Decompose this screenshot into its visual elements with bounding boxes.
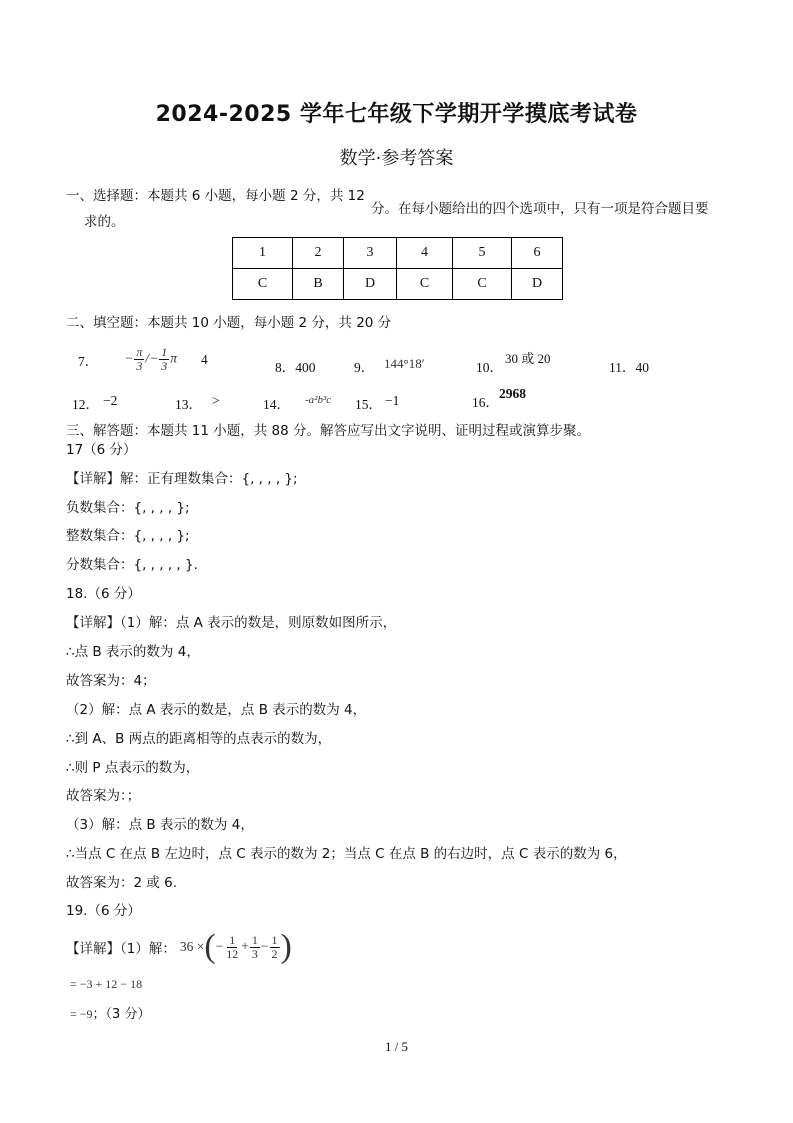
q13-label: 13． bbox=[175, 397, 202, 412]
section1-heading-part2: 分。在每小题给出的四个选项中，只有一项是符合题目要 bbox=[371, 201, 709, 217]
q12-value: −2 bbox=[103, 393, 118, 408]
fraction: $\frac{1}{2}$ bbox=[271, 932, 278, 961]
close-paren: ) bbox=[280, 928, 292, 965]
q13-value: > bbox=[212, 393, 220, 408]
table-cell: B bbox=[293, 269, 344, 300]
q14-label: 14． bbox=[263, 397, 290, 412]
document-title: 2024-2025 学年七年级下学期开学摸底考试卷 bbox=[155, 102, 638, 127]
fraction: $\frac{\pi}{3}$ bbox=[136, 345, 143, 373]
q18-line: 故答案为：4； bbox=[66, 673, 156, 689]
q19-expression: − $\frac{1}{12}$ + $\frac{1}{3}$ − $\frac{1}{2}$ bbox=[215, 932, 278, 961]
q15-label: 15． bbox=[355, 397, 382, 412]
document-subtitle: 数学·参考答案 bbox=[339, 148, 454, 169]
answer-table-number-row bbox=[233, 238, 563, 269]
section2-heading: 二、填空题：本题共 10 小题，每小题 2 分，共 20 分 bbox=[66, 315, 392, 331]
q19-result-value: = −9 bbox=[70, 1007, 93, 1021]
q14-value: -a²b³c bbox=[305, 394, 332, 406]
table-cell: 2 bbox=[293, 238, 344, 269]
q18-line: ∴当点 C 在点 B 左边时，点 C 表示的数为 2；当点 C 在点 B 的右边时，点 C 表示的数为 6， bbox=[66, 846, 627, 862]
q16-value: 2968 bbox=[499, 386, 526, 401]
table-cell: 6 bbox=[512, 238, 563, 269]
table-cell: C bbox=[397, 269, 453, 300]
q19-result-note: ；（3 分） bbox=[92, 1007, 151, 1022]
section1-heading-part3: 求的。 bbox=[84, 214, 125, 230]
q18-line: （2）解：点 A 表示的数是，点 B 表示的数为 4， bbox=[66, 702, 367, 718]
q18-line: （3）解：点 B 表示的数为 4， bbox=[66, 817, 254, 833]
answer-table-answer-row bbox=[233, 269, 563, 300]
fraction: $\frac{1}{3}$ bbox=[251, 932, 258, 961]
table-cell: 5 bbox=[453, 238, 512, 269]
table-cell: C bbox=[453, 269, 512, 300]
table-cell: D bbox=[512, 269, 563, 300]
q12-label: 12． bbox=[72, 397, 99, 412]
answer-table bbox=[232, 237, 563, 300]
table-cell: D bbox=[344, 269, 397, 300]
q10-label: 10． bbox=[476, 360, 503, 375]
q7-expression: − $\frac{\pi}{3}$ /− $\frac{1}{3}$ π bbox=[124, 345, 178, 373]
q19-expression-line bbox=[66, 926, 292, 968]
q18-line: ∴点 B 表示的数为 4， bbox=[66, 644, 200, 660]
q18-line: 故答案为：2 或 6. bbox=[66, 875, 178, 891]
q18-line: 故答案为：； bbox=[66, 788, 141, 804]
q7-label: 7． bbox=[78, 353, 99, 369]
q8-answer: 8．400 bbox=[275, 360, 316, 375]
q7-extra: 4 bbox=[201, 351, 208, 367]
q10-value: 30 或 20 bbox=[505, 351, 551, 366]
q17-line: 【详解】解：正有理数集合：{, , , , }; bbox=[66, 471, 298, 487]
q18-line: 【详解】（1）解：点 A 表示的数是，则原数如图所示， bbox=[66, 615, 397, 631]
q9-label: 9． bbox=[354, 360, 375, 375]
q17-heading: 17（6 分） bbox=[66, 442, 137, 458]
q16-label: 16． bbox=[472, 395, 499, 410]
q15-value: −1 bbox=[385, 393, 400, 408]
q18-heading: 18.（6 分） bbox=[66, 586, 141, 602]
section3-heading: 三、解答题：本题共 11 小题，共 88 分。解答应写出文字说明、证明过程或演算步聚。 bbox=[66, 423, 591, 439]
q17-line: 整数集合：{, , , , }; bbox=[66, 528, 190, 544]
section1-heading-part1: 一、选择题：本题共 6 小题，每小题 2 分，共 12 bbox=[66, 188, 365, 204]
q19-result bbox=[70, 1003, 150, 1022]
table-cell: C bbox=[233, 269, 293, 300]
q19-lead: 36 × bbox=[179, 939, 205, 954]
page-number: 1 / 5 bbox=[384, 1039, 409, 1054]
fraction: $\frac{1}{3}$ bbox=[161, 345, 168, 373]
q19-prefix: 【详解】（1）解： bbox=[66, 941, 176, 957]
q18-line: ∴到 A、B 两点的距离相等的点表示的数为， bbox=[66, 731, 332, 747]
q19-step: = −3 + 12 − 18 bbox=[70, 977, 143, 991]
q17-line: 负数集合：{, , , , }; bbox=[66, 500, 190, 516]
table-cell: 4 bbox=[397, 238, 453, 269]
q18-line: ∴则 P 点表示的数为， bbox=[66, 760, 200, 776]
table-cell: 1 bbox=[233, 238, 293, 269]
q11-answer: 11．40 bbox=[609, 360, 649, 375]
q17-line: 分数集合：{, , , , , }. bbox=[66, 557, 198, 573]
q7-answer bbox=[78, 346, 208, 373]
table-cell: 3 bbox=[344, 238, 397, 269]
open-paren: ( bbox=[204, 928, 216, 965]
q9-value: 144°18′ bbox=[384, 356, 425, 371]
fraction: $\frac{1}{12}$ bbox=[226, 932, 239, 961]
q19-heading: 19.（6 分） bbox=[66, 903, 141, 919]
